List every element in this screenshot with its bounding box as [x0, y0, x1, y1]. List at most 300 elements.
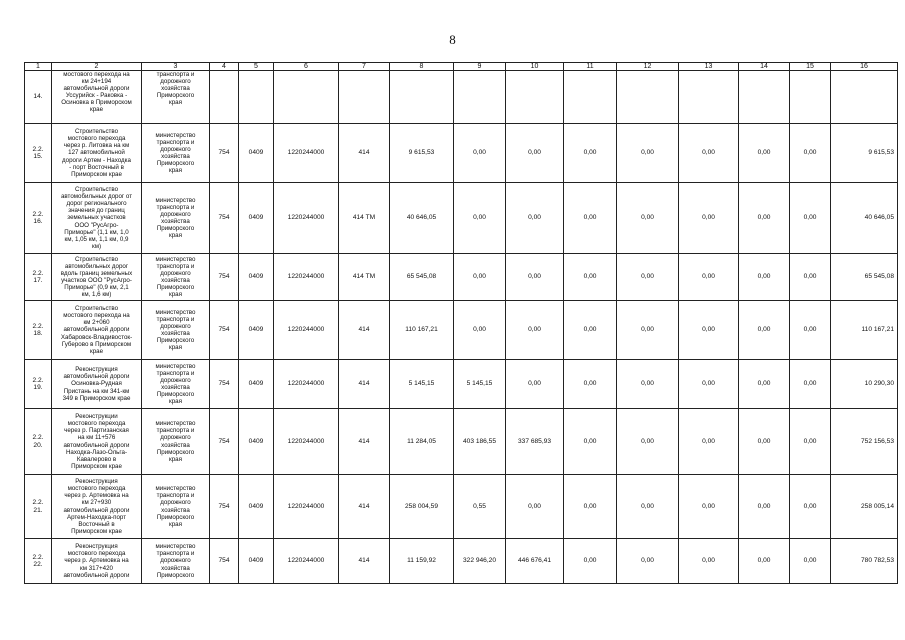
- section-code-cell: 0409: [239, 301, 274, 360]
- year-2027-cell: 0,00: [790, 475, 831, 539]
- cell-text-line: Осиновка в Приморском: [61, 99, 132, 107]
- cell-text-line: 2.2.: [32, 322, 44, 330]
- column-number-header: 8: [390, 63, 454, 71]
- cell-text-line: Приморском крае: [71, 462, 122, 470]
- section-code-cell: 0409: [239, 539, 274, 584]
- year-2027-cell: 0,00: [790, 360, 831, 409]
- cell-text-line: 19.: [33, 384, 43, 391]
- column-number-header: 2: [52, 63, 142, 71]
- item-number-cell: [25, 301, 52, 360]
- year-2020-cell: 65 545,08: [390, 254, 454, 301]
- table-row: [25, 71, 898, 124]
- year-2022-cell: 446 676,41: [506, 539, 564, 584]
- total-cell: 10 290,30: [831, 360, 898, 409]
- grbs-code-cell: 754: [210, 301, 239, 360]
- cell-text-line: транспорта и: [156, 492, 195, 500]
- cell-text-line: автомобильных дорог: [64, 262, 129, 270]
- cell-text-line: 2.2.: [32, 376, 44, 384]
- cell-text-line: края: [169, 232, 182, 240]
- table-row: [25, 124, 898, 183]
- cell-text-line: дорожного: [160, 499, 191, 507]
- item-number-cell: [25, 71, 52, 124]
- cell-text-line: автомобильной дороги: [63, 373, 130, 381]
- cell-text-line: края: [169, 455, 182, 463]
- cell-text-line: 14.: [33, 93, 43, 101]
- cell-text-line: Хабаровск-Владивосток-: [60, 333, 133, 341]
- responsible-executor-cell: [142, 409, 210, 475]
- cell-text-line: 2.2.: [32, 269, 44, 277]
- expense-type-cell: 414: [339, 409, 390, 475]
- cell-text-line: Приморского: [156, 284, 195, 292]
- cell-text-line: хозяйства: [161, 330, 190, 337]
- cell-text-line: Приморского: [156, 571, 195, 579]
- responsible-executor-cell: [142, 301, 210, 360]
- cell-text-line: транспорта и: [156, 427, 195, 435]
- year-2020-cell: 9 615,53: [390, 124, 454, 183]
- section-code-cell: 0409: [239, 475, 274, 539]
- year-2025-cell: 0,00: [679, 360, 739, 409]
- item-number-cell: [25, 183, 52, 254]
- year-2027-cell: 0,00: [790, 254, 831, 301]
- year-2025-cell: 0,00: [679, 539, 739, 584]
- cell-text-line: министерство: [155, 308, 196, 316]
- cell-text-line: 2.2.: [32, 210, 44, 218]
- cell-text-line: через р. Партизанская: [64, 427, 129, 435]
- cell-text-line: края: [169, 398, 182, 406]
- responsible-executor-cell: [142, 254, 210, 301]
- column-number-header: 9: [454, 63, 506, 71]
- cell-text-line: Осиновка-Рудная: [71, 380, 122, 388]
- year-2024-cell: 0,00: [617, 254, 679, 301]
- cell-text-line: ООО "РусАгро-: [74, 221, 119, 229]
- cell-text-line: 15.: [33, 153, 43, 160]
- expense-type-cell: 414: [339, 475, 390, 539]
- year-2026-cell: 0,00: [739, 409, 790, 475]
- year-2020-cell: 40 646,05: [390, 183, 454, 254]
- cell-text-line: Приморском крае: [71, 170, 122, 178]
- column-number-header: 6: [274, 63, 339, 71]
- item-number-cell: [25, 475, 52, 539]
- cell-text-line: министерство: [155, 196, 196, 204]
- item-number-cell: [25, 409, 52, 475]
- expense-type-cell: 414: [339, 360, 390, 409]
- total-cell: 65 545,08: [831, 254, 898, 301]
- cell-text-line: 18.: [33, 330, 43, 337]
- cell-text-line: 22.: [33, 561, 43, 568]
- year-2022-cell: 0,00: [506, 301, 564, 360]
- section-code-cell: 0409: [239, 183, 274, 254]
- item-number-cell: [25, 539, 52, 584]
- cell-text-line: транспорта и: [156, 369, 195, 377]
- cell-text-line: Приморского: [156, 337, 195, 345]
- cell-text-line: Артем-Находка-порт: [66, 513, 127, 521]
- year-2024-cell: 0,00: [617, 539, 679, 584]
- responsible-executor-cell: [142, 71, 210, 124]
- year-2022-cell: 0,00: [506, 183, 564, 254]
- cell-text-line: хозяйства: [161, 384, 190, 391]
- year-2021-cell: 0,00: [454, 124, 506, 183]
- item-number-cell: [25, 254, 52, 301]
- year-2022-cell: 337 685,93: [506, 409, 564, 475]
- year-2021-cell: 322 946,20: [454, 539, 506, 584]
- cell-text-line: вдоль границ земельных: [60, 269, 133, 277]
- cell-text-line: мостового перехода: [67, 135, 126, 143]
- year-2023-cell: 0,00: [564, 475, 617, 539]
- cell-text-line: Строительство: [74, 186, 119, 194]
- cell-text-line: хозяйства: [161, 277, 190, 284]
- year-2021-cell: 403 186,55: [454, 409, 506, 475]
- year-2027-cell: 0,00: [790, 539, 831, 584]
- cell-text-line: транспорта и: [156, 138, 195, 146]
- year-2023-cell: [564, 71, 617, 124]
- table-row: [25, 409, 898, 475]
- cell-text-line: Приморском крае: [71, 527, 122, 535]
- cell-text-line: Пристань на км 341-км: [63, 387, 130, 395]
- cell-text-line: значения до границ: [68, 207, 125, 215]
- cell-text-line: хозяйства: [161, 564, 190, 572]
- year-2026-cell: 0,00: [739, 475, 790, 539]
- responsible-executor-cell: [142, 360, 210, 409]
- year-2026-cell: 0,00: [739, 254, 790, 301]
- cell-text-line: - порт Восточный в: [69, 163, 124, 171]
- target-article-cell: 1220244000: [274, 124, 339, 183]
- year-2020-cell: 11 284,05: [390, 409, 454, 475]
- cell-text-line: мостового перехода на: [63, 71, 130, 78]
- year-2025-cell: 0,00: [679, 475, 739, 539]
- total-cell: 110 167,21: [831, 301, 898, 360]
- target-article-cell: [274, 71, 339, 124]
- grbs-code-cell: 754: [210, 254, 239, 301]
- year-2023-cell: 0,00: [564, 254, 617, 301]
- grbs-code-cell: 754: [210, 409, 239, 475]
- year-2022-cell: 0,00: [506, 475, 564, 539]
- grbs-code-cell: 754: [210, 360, 239, 409]
- year-2021-cell: 0,00: [454, 254, 506, 301]
- cell-text-line: края: [169, 344, 182, 352]
- cell-text-line: через р. Артемовка на: [64, 557, 129, 565]
- cell-text-line: Приморского: [156, 160, 195, 168]
- cell-text-line: крае: [89, 347, 104, 355]
- total-cell: 752 156,53: [831, 409, 898, 475]
- column-number-header: 12: [617, 63, 679, 71]
- grbs-code-cell: 754: [210, 124, 239, 183]
- column-number-header: 4: [210, 63, 239, 71]
- cell-text-line: 2.2.: [32, 434, 44, 442]
- cell-text-line: Приморского: [156, 92, 195, 100]
- expense-type-cell: 414: [339, 301, 390, 360]
- cell-text-line: через р. Артемовка на: [64, 492, 129, 500]
- cell-text-line: 17.: [33, 277, 43, 284]
- cell-text-line: дорожного: [160, 322, 191, 330]
- cell-text-line: транспорта и: [156, 262, 195, 270]
- measure-name-cell: [52, 183, 142, 254]
- cell-text-line: 2.2.: [32, 499, 44, 507]
- target-article-cell: 1220244000: [274, 183, 339, 254]
- year-2026-cell: 0,00: [739, 301, 790, 360]
- cell-text-line: земельных участков: [67, 214, 126, 222]
- cell-text-line: Находка-Лазо-Ольга-: [65, 448, 128, 456]
- target-article-cell: 1220244000: [274, 539, 339, 584]
- year-2025-cell: [679, 71, 739, 124]
- target-article-cell: 1220244000: [274, 301, 339, 360]
- cell-text-line: Приморского: [156, 448, 195, 456]
- year-2022-cell: 0,00: [506, 124, 564, 183]
- cell-text-line: через р. Литовка на км: [63, 142, 130, 150]
- cell-text-line: 127 автомобильной: [68, 149, 125, 157]
- expense-type-cell: [339, 71, 390, 124]
- cell-text-line: км): [91, 242, 102, 250]
- cell-text-line: мостового перехода: [67, 420, 126, 428]
- responsible-executor-cell: [142, 539, 210, 584]
- grbs-code-cell: 754: [210, 539, 239, 584]
- year-2024-cell: 0,00: [617, 183, 679, 254]
- table-row: [25, 301, 898, 360]
- year-2027-cell: [790, 71, 831, 124]
- column-number-header: 3: [142, 63, 210, 71]
- total-cell: [831, 71, 898, 124]
- section-code-cell: [239, 71, 274, 124]
- year-2026-cell: 0,00: [739, 539, 790, 584]
- cell-text-line: км, 1,6 км): [81, 291, 112, 299]
- cell-text-line: Восточный в: [78, 520, 115, 528]
- table-row: [25, 360, 898, 409]
- cell-text-line: участков ООО "РусАгро-: [61, 277, 132, 284]
- column-number-header: 14: [739, 63, 790, 71]
- cell-text-line: Строительство: [74, 128, 119, 136]
- target-article-cell: 1220244000: [274, 475, 339, 539]
- year-2024-cell: 0,00: [617, 409, 679, 475]
- year-2024-cell: 0,00: [617, 360, 679, 409]
- cell-text-line: хозяйства: [161, 153, 190, 160]
- year-2024-cell: 0,00: [617, 475, 679, 539]
- cell-text-line: края: [169, 291, 182, 299]
- expense-type-cell: 414: [339, 124, 390, 183]
- year-2021-cell: 5 145,15: [454, 360, 506, 409]
- year-2027-cell: 0,00: [790, 183, 831, 254]
- column-number-header: 7: [339, 63, 390, 71]
- year-2026-cell: 0,00: [739, 124, 790, 183]
- year-2024-cell: 0,00: [617, 124, 679, 183]
- cell-text-line: хозяйства: [161, 218, 190, 225]
- cell-text-line: Приморье" (1,1 км, 1,0: [64, 228, 129, 236]
- cell-text-line: Реконструкция: [75, 366, 118, 374]
- responsible-executor-cell: [142, 183, 210, 254]
- cell-text-line: края: [169, 167, 182, 175]
- expense-type-cell: 414 ТМ: [339, 183, 390, 254]
- year-2021-cell: [454, 71, 506, 124]
- cell-text-line: км 27+930: [81, 499, 112, 507]
- cell-text-line: Губерово в Приморском: [61, 340, 132, 348]
- item-number-cell: [25, 360, 52, 409]
- grbs-code-cell: [210, 71, 239, 124]
- cell-text-line: автомобильных дорог от: [60, 193, 133, 201]
- table-body: [25, 63, 898, 584]
- grbs-code-cell: 754: [210, 183, 239, 254]
- year-2026-cell: 0,00: [739, 360, 790, 409]
- column-number-header: 11: [564, 63, 617, 71]
- cell-text-line: на км 11+576: [77, 434, 116, 442]
- item-number-cell: [25, 124, 52, 183]
- cell-text-line: министерство: [155, 255, 196, 263]
- year-2021-cell: 0,00: [454, 301, 506, 360]
- cell-text-line: Уссурийск - Раковка -: [65, 92, 128, 100]
- cell-text-line: края: [169, 99, 182, 107]
- year-2025-cell: 0,00: [679, 301, 739, 360]
- responsible-executor-cell: [142, 124, 210, 183]
- table-row: [25, 183, 898, 254]
- cell-text-line: министерство: [155, 485, 196, 493]
- year-2020-cell: 11 159,92: [390, 539, 454, 584]
- year-2022-cell: 0,00: [506, 360, 564, 409]
- cell-text-line: автомобильной дороги: [63, 326, 130, 334]
- year-2024-cell: 0,00: [617, 301, 679, 360]
- cell-text-line: 16.: [33, 218, 43, 225]
- measure-name-cell: [52, 124, 142, 183]
- total-cell: 258 005,14: [831, 475, 898, 539]
- cell-text-line: крае: [89, 106, 104, 114]
- year-2020-cell: [390, 71, 454, 124]
- total-cell: 40 646,05: [831, 183, 898, 254]
- budget-table: [24, 62, 898, 584]
- year-2020-cell: 110 167,21: [390, 301, 454, 360]
- cell-text-line: дорожного: [160, 210, 191, 218]
- measure-name-cell: [52, 539, 142, 584]
- year-2022-cell: [506, 71, 564, 124]
- cell-text-line: хозяйства: [161, 441, 190, 449]
- cell-text-line: 21.: [33, 506, 43, 514]
- header-row: [25, 63, 898, 71]
- expense-type-cell: 414: [339, 539, 390, 584]
- table-row: [25, 539, 898, 584]
- cell-text-line: автомобильной дороги: [63, 506, 130, 514]
- cell-text-line: транспорта и: [156, 71, 195, 78]
- cell-text-line: Реконструкция: [75, 478, 118, 486]
- cell-text-line: Реконструкция: [75, 543, 118, 551]
- year-2026-cell: 0,00: [739, 183, 790, 254]
- section-code-cell: 0409: [239, 409, 274, 475]
- cell-text-line: дорожного: [160, 78, 191, 86]
- cell-text-line: Строительство: [74, 305, 119, 313]
- column-number-header: 5: [239, 63, 274, 71]
- measure-name-cell: [52, 409, 142, 475]
- column-number-header: 13: [679, 63, 739, 71]
- year-2023-cell: 0,00: [564, 539, 617, 584]
- expense-type-cell: 414 ТМ: [339, 254, 390, 301]
- column-number-header: 10: [506, 63, 564, 71]
- cell-text-line: Реконструкции: [75, 413, 118, 421]
- cell-text-line: 2.2.: [32, 553, 44, 561]
- year-2025-cell: 0,00: [679, 254, 739, 301]
- cell-text-line: автомобильной дороги: [63, 571, 130, 579]
- year-2024-cell: [617, 71, 679, 124]
- cell-text-line: км 317+420: [80, 564, 113, 572]
- cell-text-line: транспорта и: [156, 315, 195, 323]
- cell-text-line: км 24+194: [81, 78, 112, 86]
- cell-text-line: Строительство: [74, 255, 119, 263]
- cell-text-line: автомобильной дороги: [63, 85, 130, 93]
- table-row: [25, 254, 898, 301]
- year-2023-cell: 0,00: [564, 183, 617, 254]
- cell-text-line: дороги Артем - Находка: [62, 156, 131, 164]
- cell-text-line: министерство: [155, 131, 196, 139]
- cell-text-line: дорожного: [160, 557, 191, 565]
- year-2025-cell: 0,00: [679, 124, 739, 183]
- year-2023-cell: 0,00: [564, 124, 617, 183]
- cell-text-line: хозяйства: [161, 506, 190, 514]
- column-number-header: 1: [25, 63, 52, 71]
- cell-text-line: мостового перехода: [67, 485, 126, 493]
- responsible-executor-cell: [142, 475, 210, 539]
- section-code-cell: 0409: [239, 124, 274, 183]
- cell-text-line: автомобильной дороги: [63, 441, 130, 449]
- target-article-cell: 1220244000: [274, 360, 339, 409]
- cell-text-line: мостового перехода: [67, 550, 126, 558]
- cell-text-line: транспорта и: [156, 550, 195, 558]
- measure-name-cell: [52, 71, 142, 124]
- cell-text-line: транспорта и: [156, 203, 195, 211]
- cell-text-line: министерство: [155, 543, 196, 551]
- cell-text-line: Кавалерово в: [76, 455, 117, 463]
- year-2023-cell: 0,00: [564, 409, 617, 475]
- cell-text-line: министерство: [155, 420, 196, 428]
- year-2025-cell: 0,00: [679, 183, 739, 254]
- year-2026-cell: [739, 71, 790, 124]
- year-2021-cell: 0,00: [454, 183, 506, 254]
- total-cell: 9 615,53: [831, 124, 898, 183]
- cell-text-line: Приморского: [156, 391, 195, 399]
- cell-text-line: дорожного: [160, 434, 191, 442]
- measure-name-cell: [52, 475, 142, 539]
- total-cell: 780 782,53: [831, 539, 898, 584]
- cell-text-line: 349 в Приморском крае: [62, 394, 131, 402]
- year-2022-cell: 0,00: [506, 254, 564, 301]
- cell-text-line: км, 1,05 км, 1,1 км, 0,9: [64, 235, 129, 243]
- section-code-cell: 0409: [239, 360, 274, 409]
- column-number-header: 16: [831, 63, 898, 71]
- year-2020-cell: 5 145,15: [390, 360, 454, 409]
- measure-name-cell: [52, 360, 142, 409]
- column-number-header: 15: [790, 63, 831, 71]
- grbs-code-cell: 754: [210, 475, 239, 539]
- year-2027-cell: 0,00: [790, 409, 831, 475]
- cell-text-line: министерство: [155, 362, 196, 370]
- year-2023-cell: 0,00: [564, 360, 617, 409]
- year-2020-cell: 258 004,59: [390, 475, 454, 539]
- measure-name-cell: [52, 301, 142, 360]
- cell-text-line: дорог регионального: [66, 200, 127, 208]
- cell-text-line: Приморского: [156, 225, 195, 233]
- year-2023-cell: 0,00: [564, 301, 617, 360]
- cell-text-line: 20.: [33, 441, 43, 449]
- page-number: 8: [449, 32, 456, 47]
- cell-text-line: км 2+060: [83, 319, 110, 327]
- year-2027-cell: 0,00: [790, 301, 831, 360]
- year-2025-cell: 0,00: [679, 409, 739, 475]
- table-row: [25, 475, 898, 539]
- cell-text-line: Приморье" (0,9 км, 2,1: [64, 284, 129, 292]
- cell-text-line: дорожного: [160, 376, 191, 384]
- cell-text-line: дорожного: [160, 269, 191, 277]
- cell-text-line: 2.2.: [32, 145, 44, 153]
- cell-text-line: хозяйства: [161, 85, 190, 93]
- target-article-cell: 1220244000: [274, 409, 339, 475]
- year-2027-cell: 0,00: [790, 124, 831, 183]
- cell-text-line: мостового перехода на: [63, 312, 130, 320]
- measure-name-cell: [52, 254, 142, 301]
- cell-text-line: дорожного: [160, 145, 191, 153]
- year-2021-cell: 0,55: [454, 475, 506, 539]
- target-article-cell: 1220244000: [274, 254, 339, 301]
